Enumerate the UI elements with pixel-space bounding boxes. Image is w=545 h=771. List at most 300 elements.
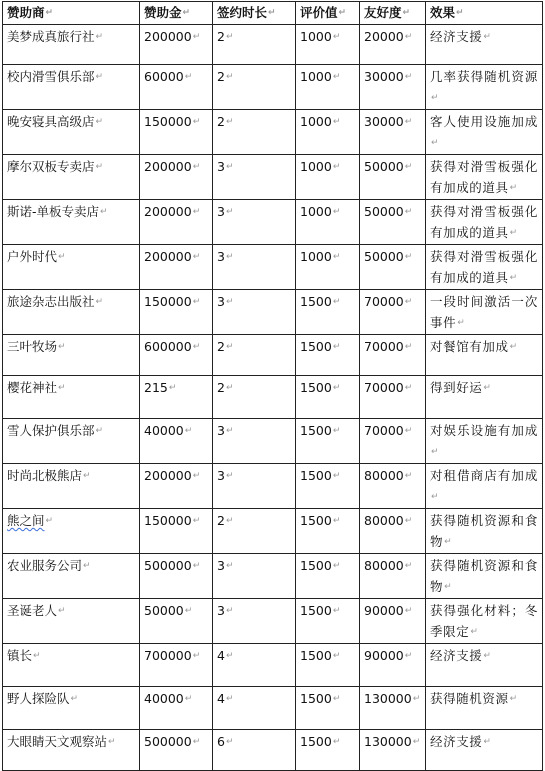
contract-duration-cell bbox=[213, 110, 296, 155]
paragraph-mark: ↵ bbox=[332, 737, 341, 747]
paragraph-mark: ↵ bbox=[83, 561, 91, 571]
table-row bbox=[3, 245, 543, 290]
paragraph-mark: ↵ bbox=[225, 72, 234, 82]
sponsor-amount: 215 bbox=[144, 380, 168, 395]
rating-value-cell bbox=[296, 200, 360, 245]
contract-duration-cell bbox=[213, 509, 296, 554]
paragraph-mark: ↵ bbox=[332, 516, 341, 526]
paragraph-mark: ↵ bbox=[404, 606, 413, 616]
paragraph-mark: ↵ bbox=[404, 297, 413, 307]
table-row bbox=[3, 687, 543, 730]
sponsor-name-cell bbox=[3, 419, 140, 464]
friendship-value: 90000 bbox=[364, 603, 404, 618]
paragraph-mark: ↵ bbox=[225, 297, 234, 307]
friendship-value: 90000 bbox=[364, 648, 404, 663]
paragraph-mark: ↵ bbox=[95, 32, 104, 42]
rating-value: 1500 bbox=[300, 339, 332, 354]
paragraph-mark: ↵ bbox=[184, 694, 193, 704]
paragraph-mark: ↵ bbox=[192, 737, 201, 747]
sponsor-name-cell bbox=[3, 599, 140, 644]
paragraph-mark: ↵ bbox=[431, 447, 440, 457]
rating-value-cell bbox=[296, 554, 360, 599]
sponsor-amount: 500000 bbox=[144, 734, 192, 749]
paragraph-mark: ↵ bbox=[192, 471, 201, 481]
effect: 获得随机资源和食物 bbox=[430, 558, 538, 594]
sponsor-name: 大眼睛天文观察站 bbox=[7, 734, 108, 749]
paragraph-mark: ↵ bbox=[192, 207, 201, 217]
friendship-value: 130000 bbox=[364, 691, 412, 706]
sponsor-amount-cell bbox=[140, 644, 213, 687]
friendship-value-cell bbox=[360, 599, 426, 644]
friendship-value: 130000 bbox=[364, 734, 412, 749]
friendship-value: 80000 bbox=[364, 513, 404, 528]
rating-value: 1000 bbox=[300, 204, 332, 219]
paragraph-mark: ↵ bbox=[58, 606, 66, 616]
sponsor-name: 旅途杂志出版社 bbox=[7, 294, 95, 309]
paragraph-mark: ↵ bbox=[404, 651, 413, 661]
effect: 客人使用设施加成 bbox=[430, 114, 538, 129]
friendship-value-cell bbox=[360, 65, 426, 110]
friendship-value-cell bbox=[360, 110, 426, 155]
contract-duration: 6 bbox=[217, 734, 225, 749]
rating-value-cell bbox=[296, 730, 360, 771]
paragraph-mark: ↵ bbox=[83, 471, 91, 481]
paragraph-mark: ↵ bbox=[332, 471, 341, 481]
paragraph-mark: ↵ bbox=[404, 342, 413, 352]
paragraph-mark: ↵ bbox=[192, 342, 201, 352]
rating-value: 1500 bbox=[300, 691, 332, 706]
rating-value: 1000 bbox=[300, 159, 332, 174]
sponsor-amount: 200000 bbox=[144, 159, 192, 174]
paragraph-mark: ↵ bbox=[404, 516, 413, 526]
friendship-value-cell bbox=[360, 376, 426, 419]
paragraph-mark: ↵ bbox=[192, 162, 201, 172]
sponsor-name: 三叶牧场 bbox=[7, 339, 58, 354]
sponsor-name: 雪人保护俱乐部 bbox=[7, 423, 95, 438]
rating-value: 1500 bbox=[300, 294, 332, 309]
rating-value-cell bbox=[296, 25, 360, 65]
paragraph-mark: ↵ bbox=[404, 207, 413, 217]
sponsor-amount-cell bbox=[140, 200, 213, 245]
rating-value: 1500 bbox=[300, 558, 332, 573]
contract-duration-cell bbox=[213, 687, 296, 730]
effect: 经济支援 bbox=[430, 648, 483, 663]
effect: 获得随机资源 bbox=[430, 691, 509, 706]
table-row bbox=[3, 554, 543, 599]
sponsor-name: 晚安寝具高级店 bbox=[7, 114, 95, 129]
sponsor-table bbox=[2, 1, 543, 771]
paragraph-mark: ↵ bbox=[225, 606, 234, 616]
rating-value-cell bbox=[296, 687, 360, 730]
table-row bbox=[3, 509, 543, 554]
paragraph-mark: ↵ bbox=[483, 737, 492, 747]
effect: 获得强化材料；冬季限定 bbox=[430, 603, 538, 639]
sponsor-name-cell bbox=[3, 25, 140, 65]
effect-cell bbox=[426, 335, 543, 376]
rating-value: 1500 bbox=[300, 513, 332, 528]
paragraph-mark: ↵ bbox=[404, 426, 413, 436]
contract-duration-cell bbox=[213, 25, 296, 65]
table-row bbox=[3, 419, 543, 464]
effect-cell bbox=[426, 245, 543, 290]
paragraph-mark: ↵ bbox=[168, 383, 177, 393]
sponsor-name: 时尚北极熊店 bbox=[7, 468, 83, 483]
paragraph-mark: ↵ bbox=[70, 694, 79, 704]
effect-cell bbox=[426, 65, 543, 110]
effect: 对娱乐设施有加成 bbox=[430, 423, 538, 438]
header-rating: 评价值↵ bbox=[296, 2, 360, 25]
sponsor-name: 校内滑雪俱乐部 bbox=[7, 69, 95, 84]
rating-value-cell bbox=[296, 110, 360, 155]
sponsor-name-cell bbox=[3, 335, 140, 376]
effect: 几率获得随机资源 bbox=[430, 69, 538, 84]
rating-value-cell bbox=[296, 419, 360, 464]
contract-duration-cell bbox=[213, 290, 296, 335]
contract-duration: 4 bbox=[217, 648, 225, 663]
contract-duration-cell bbox=[213, 245, 296, 290]
friendship-value: 70000 bbox=[364, 380, 404, 395]
friendship-value: 30000 bbox=[364, 114, 404, 129]
rating-value: 1000 bbox=[300, 249, 332, 264]
paragraph-mark: ↵ bbox=[332, 651, 341, 661]
header-sponsor: 赞助商↵ bbox=[3, 2, 140, 25]
sponsor-amount-cell bbox=[140, 245, 213, 290]
sponsor-name-cell bbox=[3, 730, 140, 771]
paragraph-mark: ↵ bbox=[184, 426, 193, 436]
effect: 获得对滑雪板强化有加成的道具 bbox=[430, 204, 538, 240]
sponsor-amount-cell bbox=[140, 419, 213, 464]
contract-duration: 3 bbox=[217, 423, 225, 438]
sponsor-amount: 50000 bbox=[144, 603, 184, 618]
paragraph-mark: ↵ bbox=[332, 342, 341, 352]
effect-cell bbox=[426, 376, 543, 419]
paragraph-mark: ↵ bbox=[332, 383, 341, 393]
paragraph-mark: ↵ bbox=[184, 72, 193, 82]
header-duration: 签约时长↵ bbox=[213, 2, 296, 25]
sponsor-name-cell bbox=[3, 65, 140, 110]
header-effect: 效果↵ bbox=[426, 2, 543, 25]
paragraph-mark: ↵ bbox=[332, 117, 341, 127]
header-friendship: 友好度↵ bbox=[360, 2, 426, 25]
effect: 经济支援 bbox=[430, 734, 483, 749]
rating-value-cell bbox=[296, 155, 360, 200]
friendship-value-cell bbox=[360, 464, 426, 509]
sponsor-name-cell bbox=[3, 509, 140, 554]
friendship-value: 80000 bbox=[364, 558, 404, 573]
paragraph-mark: ↵ bbox=[404, 162, 413, 172]
rating-value: 1000 bbox=[300, 69, 332, 84]
contract-duration: 3 bbox=[217, 603, 225, 618]
rating-value-cell bbox=[296, 65, 360, 110]
sponsor-amount-cell bbox=[140, 290, 213, 335]
friendship-value-cell bbox=[360, 200, 426, 245]
sponsor-amount-cell bbox=[140, 687, 213, 730]
effect-cell bbox=[426, 554, 543, 599]
paragraph-mark: ↵ bbox=[192, 32, 201, 42]
paragraph-mark: ↵ bbox=[100, 207, 108, 217]
sponsor-amount: 500000 bbox=[144, 558, 192, 573]
paragraph-mark: ↵ bbox=[192, 561, 201, 571]
paragraph-mark: ↵ bbox=[225, 737, 234, 747]
sponsor-name-cell bbox=[3, 155, 140, 200]
paragraph-mark: ↵ bbox=[404, 252, 413, 262]
sponsor-name-cell bbox=[3, 554, 140, 599]
sponsor-amount: 60000 bbox=[144, 69, 184, 84]
paragraph-mark: ↵ bbox=[33, 651, 41, 661]
paragraph-mark: ↵ bbox=[332, 252, 341, 262]
friendship-value-cell bbox=[360, 245, 426, 290]
sponsor-name-cell bbox=[3, 110, 140, 155]
paragraph-mark: ↵ bbox=[225, 252, 234, 262]
paragraph-mark: ↵ bbox=[225, 561, 234, 571]
paragraph-mark: ↵ bbox=[192, 252, 201, 262]
sponsor-amount: 200000 bbox=[144, 29, 192, 44]
sponsor-amount: 40000 bbox=[144, 423, 184, 438]
paragraph-mark: ↵ bbox=[108, 737, 116, 747]
contract-duration-cell bbox=[213, 730, 296, 771]
contract-duration-cell bbox=[213, 65, 296, 110]
sponsor-name: 镇长 bbox=[7, 648, 33, 663]
contract-duration-cell bbox=[213, 554, 296, 599]
paragraph-mark: ↵ bbox=[412, 737, 421, 747]
sponsor-amount-cell bbox=[140, 110, 213, 155]
paragraph-mark: ↵ bbox=[332, 162, 341, 172]
effect: 对餐馆有加成 bbox=[430, 339, 509, 354]
effect: 对租借商店有加成 bbox=[430, 468, 538, 483]
paragraph-mark: ↵ bbox=[95, 117, 104, 127]
table-row bbox=[3, 25, 543, 65]
paragraph-mark: ↵ bbox=[192, 651, 201, 661]
sponsor-amount-cell bbox=[140, 335, 213, 376]
friendship-value-cell bbox=[360, 509, 426, 554]
contract-duration-cell bbox=[213, 419, 296, 464]
paragraph-mark: ↵ bbox=[332, 694, 341, 704]
paragraph-mark: ↵ bbox=[225, 207, 234, 217]
sponsor-amount-cell bbox=[140, 25, 213, 65]
paragraph-mark: ↵ bbox=[483, 32, 492, 42]
contract-duration: 3 bbox=[217, 159, 225, 174]
rating-value: 1000 bbox=[300, 29, 332, 44]
paragraph-mark: ↵ bbox=[192, 117, 201, 127]
sponsor-amount: 200000 bbox=[144, 204, 192, 219]
sponsor-name: 熊之间 bbox=[7, 513, 45, 528]
paragraph-mark: ↵ bbox=[470, 627, 479, 637]
sponsor-name-cell bbox=[3, 687, 140, 730]
effect-cell bbox=[426, 419, 543, 464]
sponsor-name-cell bbox=[3, 290, 140, 335]
table-row bbox=[3, 376, 543, 419]
rating-value-cell bbox=[296, 644, 360, 687]
paragraph-mark: ↵ bbox=[95, 162, 104, 172]
rating-value-cell bbox=[296, 509, 360, 554]
table-row bbox=[3, 335, 543, 376]
sponsor-amount-cell bbox=[140, 730, 213, 771]
paragraph-mark: ↵ bbox=[509, 228, 518, 238]
rating-value-cell bbox=[296, 245, 360, 290]
paragraph-mark: ↵ bbox=[332, 207, 341, 217]
paragraph-mark: ↵ bbox=[332, 72, 341, 82]
effect-cell bbox=[426, 110, 543, 155]
rating-value: 1500 bbox=[300, 734, 332, 749]
paragraph-mark: ↵ bbox=[225, 651, 234, 661]
paragraph-mark: ↵ bbox=[444, 537, 453, 547]
contract-duration: 2 bbox=[217, 114, 225, 129]
sponsor-name: 樱花神社 bbox=[7, 380, 58, 395]
table-row bbox=[3, 110, 543, 155]
sponsor-amount: 200000 bbox=[144, 249, 192, 264]
sponsor-amount-cell bbox=[140, 155, 213, 200]
rating-value: 1000 bbox=[300, 114, 332, 129]
friendship-value: 70000 bbox=[364, 294, 404, 309]
friendship-value-cell bbox=[360, 25, 426, 65]
paragraph-mark: ↵ bbox=[431, 138, 440, 148]
contract-duration-cell bbox=[213, 200, 296, 245]
rating-value-cell bbox=[296, 599, 360, 644]
table-row bbox=[3, 644, 543, 687]
table-row bbox=[3, 599, 543, 644]
sponsor-amount: 700000 bbox=[144, 648, 192, 663]
paragraph-mark: ↵ bbox=[58, 342, 66, 352]
rating-value-cell bbox=[296, 335, 360, 376]
sponsor-name: 农业服务公司 bbox=[7, 558, 83, 573]
paragraph-mark: ↵ bbox=[225, 516, 234, 526]
effect: 一段时间激活一次事件 bbox=[430, 294, 538, 330]
effect: 获得随机资源和食物 bbox=[430, 513, 538, 549]
friendship-value-cell bbox=[360, 155, 426, 200]
paragraph-mark: ↵ bbox=[225, 342, 234, 352]
friendship-value-cell bbox=[360, 290, 426, 335]
table-row bbox=[3, 464, 543, 509]
paragraph-mark: ↵ bbox=[404, 32, 413, 42]
friendship-value: 50000 bbox=[364, 249, 404, 264]
effect-cell bbox=[426, 464, 543, 509]
paragraph-mark: ↵ bbox=[332, 32, 341, 42]
friendship-value-cell bbox=[360, 687, 426, 730]
friendship-value-cell bbox=[360, 419, 426, 464]
effect: 获得对滑雪板强化有加成的道具 bbox=[430, 159, 538, 195]
contract-duration-cell bbox=[213, 376, 296, 419]
paragraph-mark: ↵ bbox=[509, 342, 518, 352]
sponsor-amount: 150000 bbox=[144, 294, 192, 309]
rating-value: 1500 bbox=[300, 423, 332, 438]
contract-duration: 2 bbox=[217, 513, 225, 528]
paragraph-mark: ↵ bbox=[58, 252, 66, 262]
sponsor-name: 圣诞老人 bbox=[7, 603, 58, 618]
rating-value: 1500 bbox=[300, 648, 332, 663]
paragraph-mark: ↵ bbox=[404, 383, 413, 393]
friendship-value: 30000 bbox=[364, 69, 404, 84]
paragraph-mark: ↵ bbox=[457, 318, 466, 328]
paragraph-mark: ↵ bbox=[58, 383, 66, 393]
sponsor-name: 野人探险队 bbox=[7, 691, 70, 706]
paragraph-mark: ↵ bbox=[332, 426, 341, 436]
rating-value-cell bbox=[296, 464, 360, 509]
sponsor-amount: 150000 bbox=[144, 114, 192, 129]
paragraph-mark: ↵ bbox=[332, 606, 341, 616]
effect-cell bbox=[426, 644, 543, 687]
rating-value-cell bbox=[296, 376, 360, 419]
paragraph-mark: ↵ bbox=[332, 561, 341, 571]
paragraph-mark: ↵ bbox=[225, 383, 234, 393]
effect-cell bbox=[426, 509, 543, 554]
table-row bbox=[3, 730, 543, 771]
effect: 经济支援 bbox=[430, 29, 483, 44]
rating-value: 1500 bbox=[300, 380, 332, 395]
paragraph-mark: ↵ bbox=[225, 32, 234, 42]
sponsor-name: 摩尔双板专卖店 bbox=[7, 159, 95, 174]
paragraph-mark: ↵ bbox=[509, 273, 518, 283]
sponsor-amount-cell bbox=[140, 599, 213, 644]
table-row bbox=[3, 65, 543, 110]
sponsor-name: 斯诺-单板专卖店 bbox=[7, 204, 100, 219]
friendship-value-cell bbox=[360, 730, 426, 771]
paragraph-mark: ↵ bbox=[431, 93, 440, 103]
contract-duration: 3 bbox=[217, 468, 225, 483]
paragraph-mark: ↵ bbox=[509, 183, 518, 193]
sponsor-amount: 150000 bbox=[144, 513, 192, 528]
table-row bbox=[3, 290, 543, 335]
paragraph-mark: ↵ bbox=[404, 72, 413, 82]
contract-duration: 4 bbox=[217, 691, 225, 706]
sponsor-amount-cell bbox=[140, 509, 213, 554]
contract-duration-cell bbox=[213, 155, 296, 200]
paragraph-mark: ↵ bbox=[509, 694, 518, 704]
sponsor-amount: 600000 bbox=[144, 339, 192, 354]
contract-duration: 3 bbox=[217, 558, 225, 573]
effect-cell bbox=[426, 599, 543, 644]
contract-duration: 2 bbox=[217, 69, 225, 84]
paragraph-mark: ↵ bbox=[404, 561, 413, 571]
paragraph-mark: ↵ bbox=[45, 516, 54, 526]
table-row bbox=[3, 200, 543, 245]
contract-duration: 2 bbox=[217, 29, 225, 44]
contract-duration-cell bbox=[213, 644, 296, 687]
friendship-value: 70000 bbox=[364, 339, 404, 354]
paragraph-mark: ↵ bbox=[431, 492, 440, 502]
paragraph-mark: ↵ bbox=[95, 297, 104, 307]
paragraph-mark: ↵ bbox=[184, 606, 193, 616]
sponsor-name-cell bbox=[3, 464, 140, 509]
paragraph-mark: ↵ bbox=[225, 117, 234, 127]
sponsor-amount-cell bbox=[140, 65, 213, 110]
effect: 获得对滑雪板强化有加成的道具 bbox=[430, 249, 538, 285]
effect-cell bbox=[426, 730, 543, 771]
rating-value: 1500 bbox=[300, 603, 332, 618]
paragraph-mark: ↵ bbox=[225, 471, 234, 481]
sponsor-name: 美梦成真旅行社 bbox=[7, 29, 95, 44]
friendship-value-cell bbox=[360, 554, 426, 599]
friendship-value: 20000 bbox=[364, 29, 404, 44]
paragraph-mark: ↵ bbox=[404, 471, 413, 481]
paragraph-mark: ↵ bbox=[412, 694, 421, 704]
sponsor-amount-cell bbox=[140, 554, 213, 599]
paragraph-mark: ↵ bbox=[192, 516, 201, 526]
sponsor-amount: 40000 bbox=[144, 691, 184, 706]
effect-cell bbox=[426, 25, 543, 65]
paragraph-mark: ↵ bbox=[483, 383, 492, 393]
contract-duration-cell bbox=[213, 464, 296, 509]
contract-duration: 3 bbox=[217, 249, 225, 264]
friendship-value: 50000 bbox=[364, 204, 404, 219]
paragraph-mark: ↵ bbox=[225, 426, 234, 436]
sponsor-name-cell bbox=[3, 376, 140, 419]
friendship-value-cell bbox=[360, 335, 426, 376]
contract-duration: 3 bbox=[217, 204, 225, 219]
sponsor-amount: 200000 bbox=[144, 468, 192, 483]
effect: 得到好运 bbox=[430, 380, 483, 395]
sponsor-name-cell bbox=[3, 644, 140, 687]
header-amount: 赞助金↵ bbox=[140, 2, 213, 25]
